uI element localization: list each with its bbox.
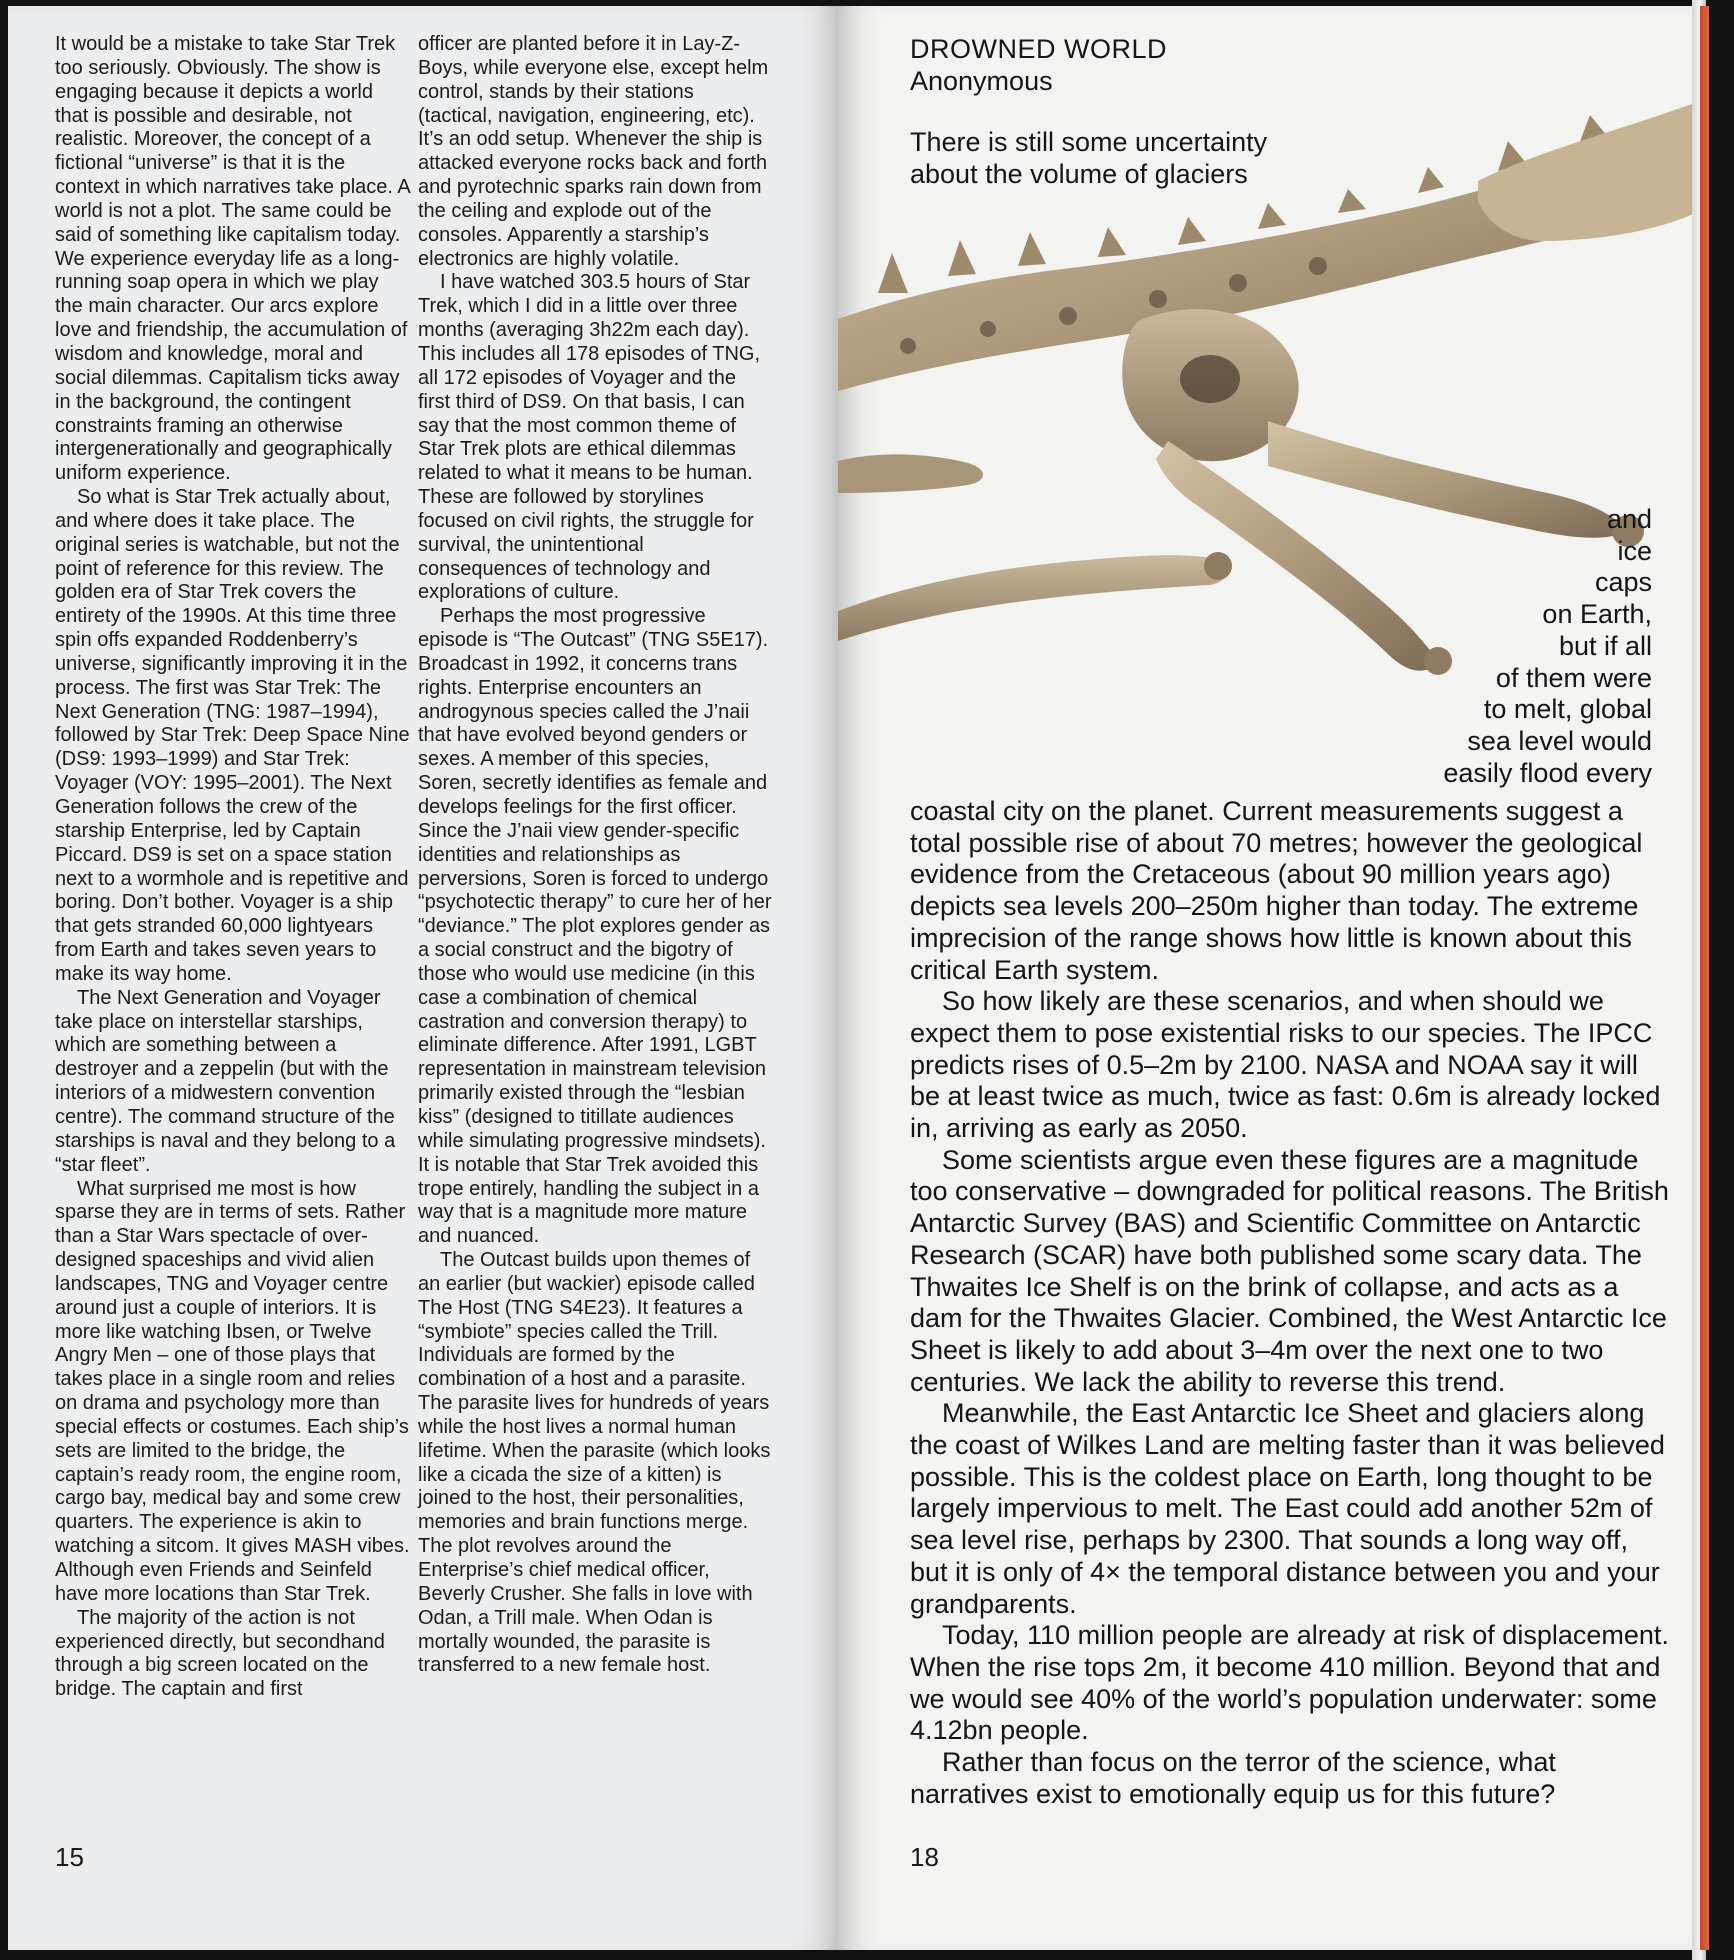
paragraph: Rather than focus on the terror of the science, what narratives exist to emotionally equip us for this future? bbox=[910, 1747, 1556, 1809]
page-edge-accent bbox=[1700, 6, 1709, 1950]
paragraph: I have watched 303.5 hours of Star Trek, which I did in a little over three months (averaging 3h22m each day). This includes all 178 episodes of TNG, all 172 episodes of Voyager and the first third of DS9. On that basis, I can say that the most common theme of Star Trek plots are ethical dilemmas related to what it means to be human. These are followed by storylines focused on civil rights, the struggle for survival, the unintentional consequences of technology and explorations of culture. bbox=[418, 271, 761, 604]
paragraph: So what is Star Trek actually about, and where does it take place. The original series is watchable, but not the point of reference for this review. The golden era of Star Trek covers the entirety of the 1990s. At this time three spin offs expanded Roddenberry’s universe, significantly improving it in the process. The first was Star Trek: The Next Generation (TNG: 1987–1994), followed by Star Trek: Deep Space Nine (DS9: 1993–1999) and Star Trek: Voyager (VOY: 1995–2001). The Next Generation follows the crew of the starship Enterprise, led by Captain Piccard. DS9 is set on a space station next to a wormhole and is repetitive and boring. Don’t bother. Voyager is a ship that gets stranded 60,000 lightyears from Earth and takes seven years to make its way home. bbox=[55, 486, 410, 985]
paragraph: officer are planted before it in Lay-Z-Boys, while everyone else, except helm control, stands by their stations (tactical, navigation, engineering, etc). It’s an odd setup. Whenever the ship is attacked everyone rocks back and forth and pyrotechnic sparks rain down from the ceiling and explode out of the consoles. Apparently a starship’s electronics are highly volatile. bbox=[418, 33, 769, 270]
page-number-right: 18 bbox=[910, 1842, 939, 1872]
paragraph: Perhaps the most progressive episode is “The Outcast” (TNG S5E17). Broadcast in 1992, it concerns trans rights. Enterprise encounters an androgynous species called the J’naii that have evolved beyond genders or sexes. A member of this species, Soren, secretly identifies as female and develops feelings for the first officer. Since the J’naii view gender-specific identities and relationships as perversions, Soren is forced to undergo “psychotectic therapy” to cure her of her “deviance.” The plot explores gender as a social construct and the bigotry of those who would use medicine (in this case a combination of chemical castration and conversion therapy) to eliminate difference. After 1991, LGBT representation in mainstream television primarily existed through the “lesbian kiss” (designed to titillate audiences while simulating progressive mindsets). It is notable that Star Trek avoided this trope entirely, handling the subject in a way that is a magnitude more mature and nuanced. bbox=[418, 605, 772, 1248]
wrapped-line: sea level would bbox=[1467, 725, 1652, 756]
wrapped-line: ice bbox=[1617, 535, 1652, 566]
wrapped-line: easily flood every bbox=[1443, 757, 1652, 788]
article-title: DROWNED WORLD bbox=[910, 34, 1167, 64]
left-page bbox=[8, 6, 838, 1950]
wrapped-line: and bbox=[1606, 504, 1652, 534]
paragraph: Meanwhile, the East Antarctic Ice Sheet and glaciers along the coast of Wilkes Land are melting faster than it was believed possible. This is the coldest place on Earth, long thought to be largely impervious to melt. The East could add another 52m of sea level rise, perhaps by 2300. That sounds a long way off, but it is only of 4× the temporal distance between you and your grandparents. bbox=[910, 1398, 1665, 1619]
left-column-2 bbox=[418, 33, 773, 1678]
wrapped-line: caps bbox=[1594, 567, 1652, 598]
wrapped-line: but if all bbox=[1558, 630, 1652, 661]
paragraph: Today, 110 million people are already at risk of displacement. When the rise tops 2m, it become 410 million. Beyond that and we would see 40% of the world’s population underwater: some 4.12bn people. bbox=[910, 1620, 1669, 1746]
article-author: Anonymous bbox=[910, 66, 1053, 96]
wrapped-line: of them were bbox=[1495, 662, 1652, 693]
paragraph: What surprised me most is how sparse they are in terms of sets. Rather than a Star Wars spectacle of over-designed spaceships and vivid alien landscapes, TNG and Voyager centre around just a couple of interiors. It is more like watching Ibsen, or Twelve Angry Men – one of those plays that takes place in a single room and relies on drama and psychology more than special effects or costumes. Each ship’s sets are limited to the bridge, the captain’s ready room, the engine room, cargo bay, medical bay and some crew quarters. The experience is akin to watching a sitcom. It gives MASH vibes. Although even Friends and Seinfeld have more locations than Star Trek. bbox=[55, 1177, 410, 1605]
paragraph: It would be a mistake to take Star Trek too seriously. Obviously. The show is engaging because it depicts a world that is possible and desirable, not realistic. Moreover, the concept of a fictional “universe” is that it is the context in which narratives take place. A world is not a plot. The same could be said of something like capitalism today. We experience everyday life as a long-running soap opera in which we play the main character. Our arcs explore love and friendship, the accumulation of wisdom and knowledge, moral and social dilemmas. Capitalism ticks away in the background, the contingent constraints framing an otherwise intergenerationally and geographically uniform experience. bbox=[55, 33, 410, 485]
page-number-left: 15 bbox=[55, 1842, 84, 1872]
paragraph: coastal city on the planet. Current measurements suggest a total possible rise of about 70 metres; however the geological evidence from the Cretaceous (about 90 million years ago) depicts sea levels 200–250m higher than today. The extreme imprecision of the range shows how little is known about this critical Earth system. bbox=[910, 796, 1643, 985]
pull-quote: There is still some uncertainty about the volume of glaciers bbox=[910, 127, 1268, 189]
paragraph: So how likely are these scenarios, and when should we expect them to pose existential risks to our species. The IPCC predicts rises of 0.5–2m by 2100. NASA and NOAA say it will be at least twice as much, twice as fast: 0.6m is already locked in, arriving as early as 2050. bbox=[910, 986, 1661, 1144]
left-column-1 bbox=[55, 33, 410, 1702]
wrapped-text-block bbox=[892, 504, 1652, 789]
wrapped-line: on Earth, bbox=[1542, 599, 1652, 630]
paragraph: The Next Generation and Voyager take place on interstellar starships, which are something between a destroyer and a zeppelin (but with the interiors of a midwestern convention centre). The command structure of the starships is naval and they belong to a “star fleet”. bbox=[55, 986, 396, 1176]
right-page bbox=[838, 6, 1700, 1950]
article-body bbox=[910, 796, 1670, 1811]
wrapped-line: to melt, global bbox=[1483, 694, 1652, 725]
paragraph: The majority of the action is not experienced directly, but secondhand through a big screen located on the bridge. The captain and first bbox=[55, 1606, 385, 1701]
paragraph: Some scientists argue even these figures are a magnitude too conservative – downgraded for political reasons. The British Antarctic Survey (BAS) and Scientific Committee on Antarctic Research (SCAR) have both published some scary data. The Thwaites Ice Shelf is on the brink of collapse, and acts as a dam for the Thwaites Glacier. Combined, the West Antarctic Ice Sheet is likely to add about 3–4m over the next one to two centuries. We lack the ability to reverse this trend. bbox=[910, 1144, 1669, 1397]
paragraph: The Outcast builds upon themes of an earlier (but wackier) episode called The Host (TNG S4E23). It features a “symbiote” species called the Trill. Individuals are formed by the combination of a host and a parasite. The parasite lives for hundreds of years while the host lives a normal human lifetime. When the parasite (which looks like a cicada the size of a kitten) is joined to the host, their personalities, memories and brain functions merge. The plot revolves around the Enterprise’s chief medical officer, Beverly Crusher. She falls in love with Odan, a Trill male. When Odan is mortally wounded, the parasite is transferred to a new female host. bbox=[418, 1249, 771, 1677]
